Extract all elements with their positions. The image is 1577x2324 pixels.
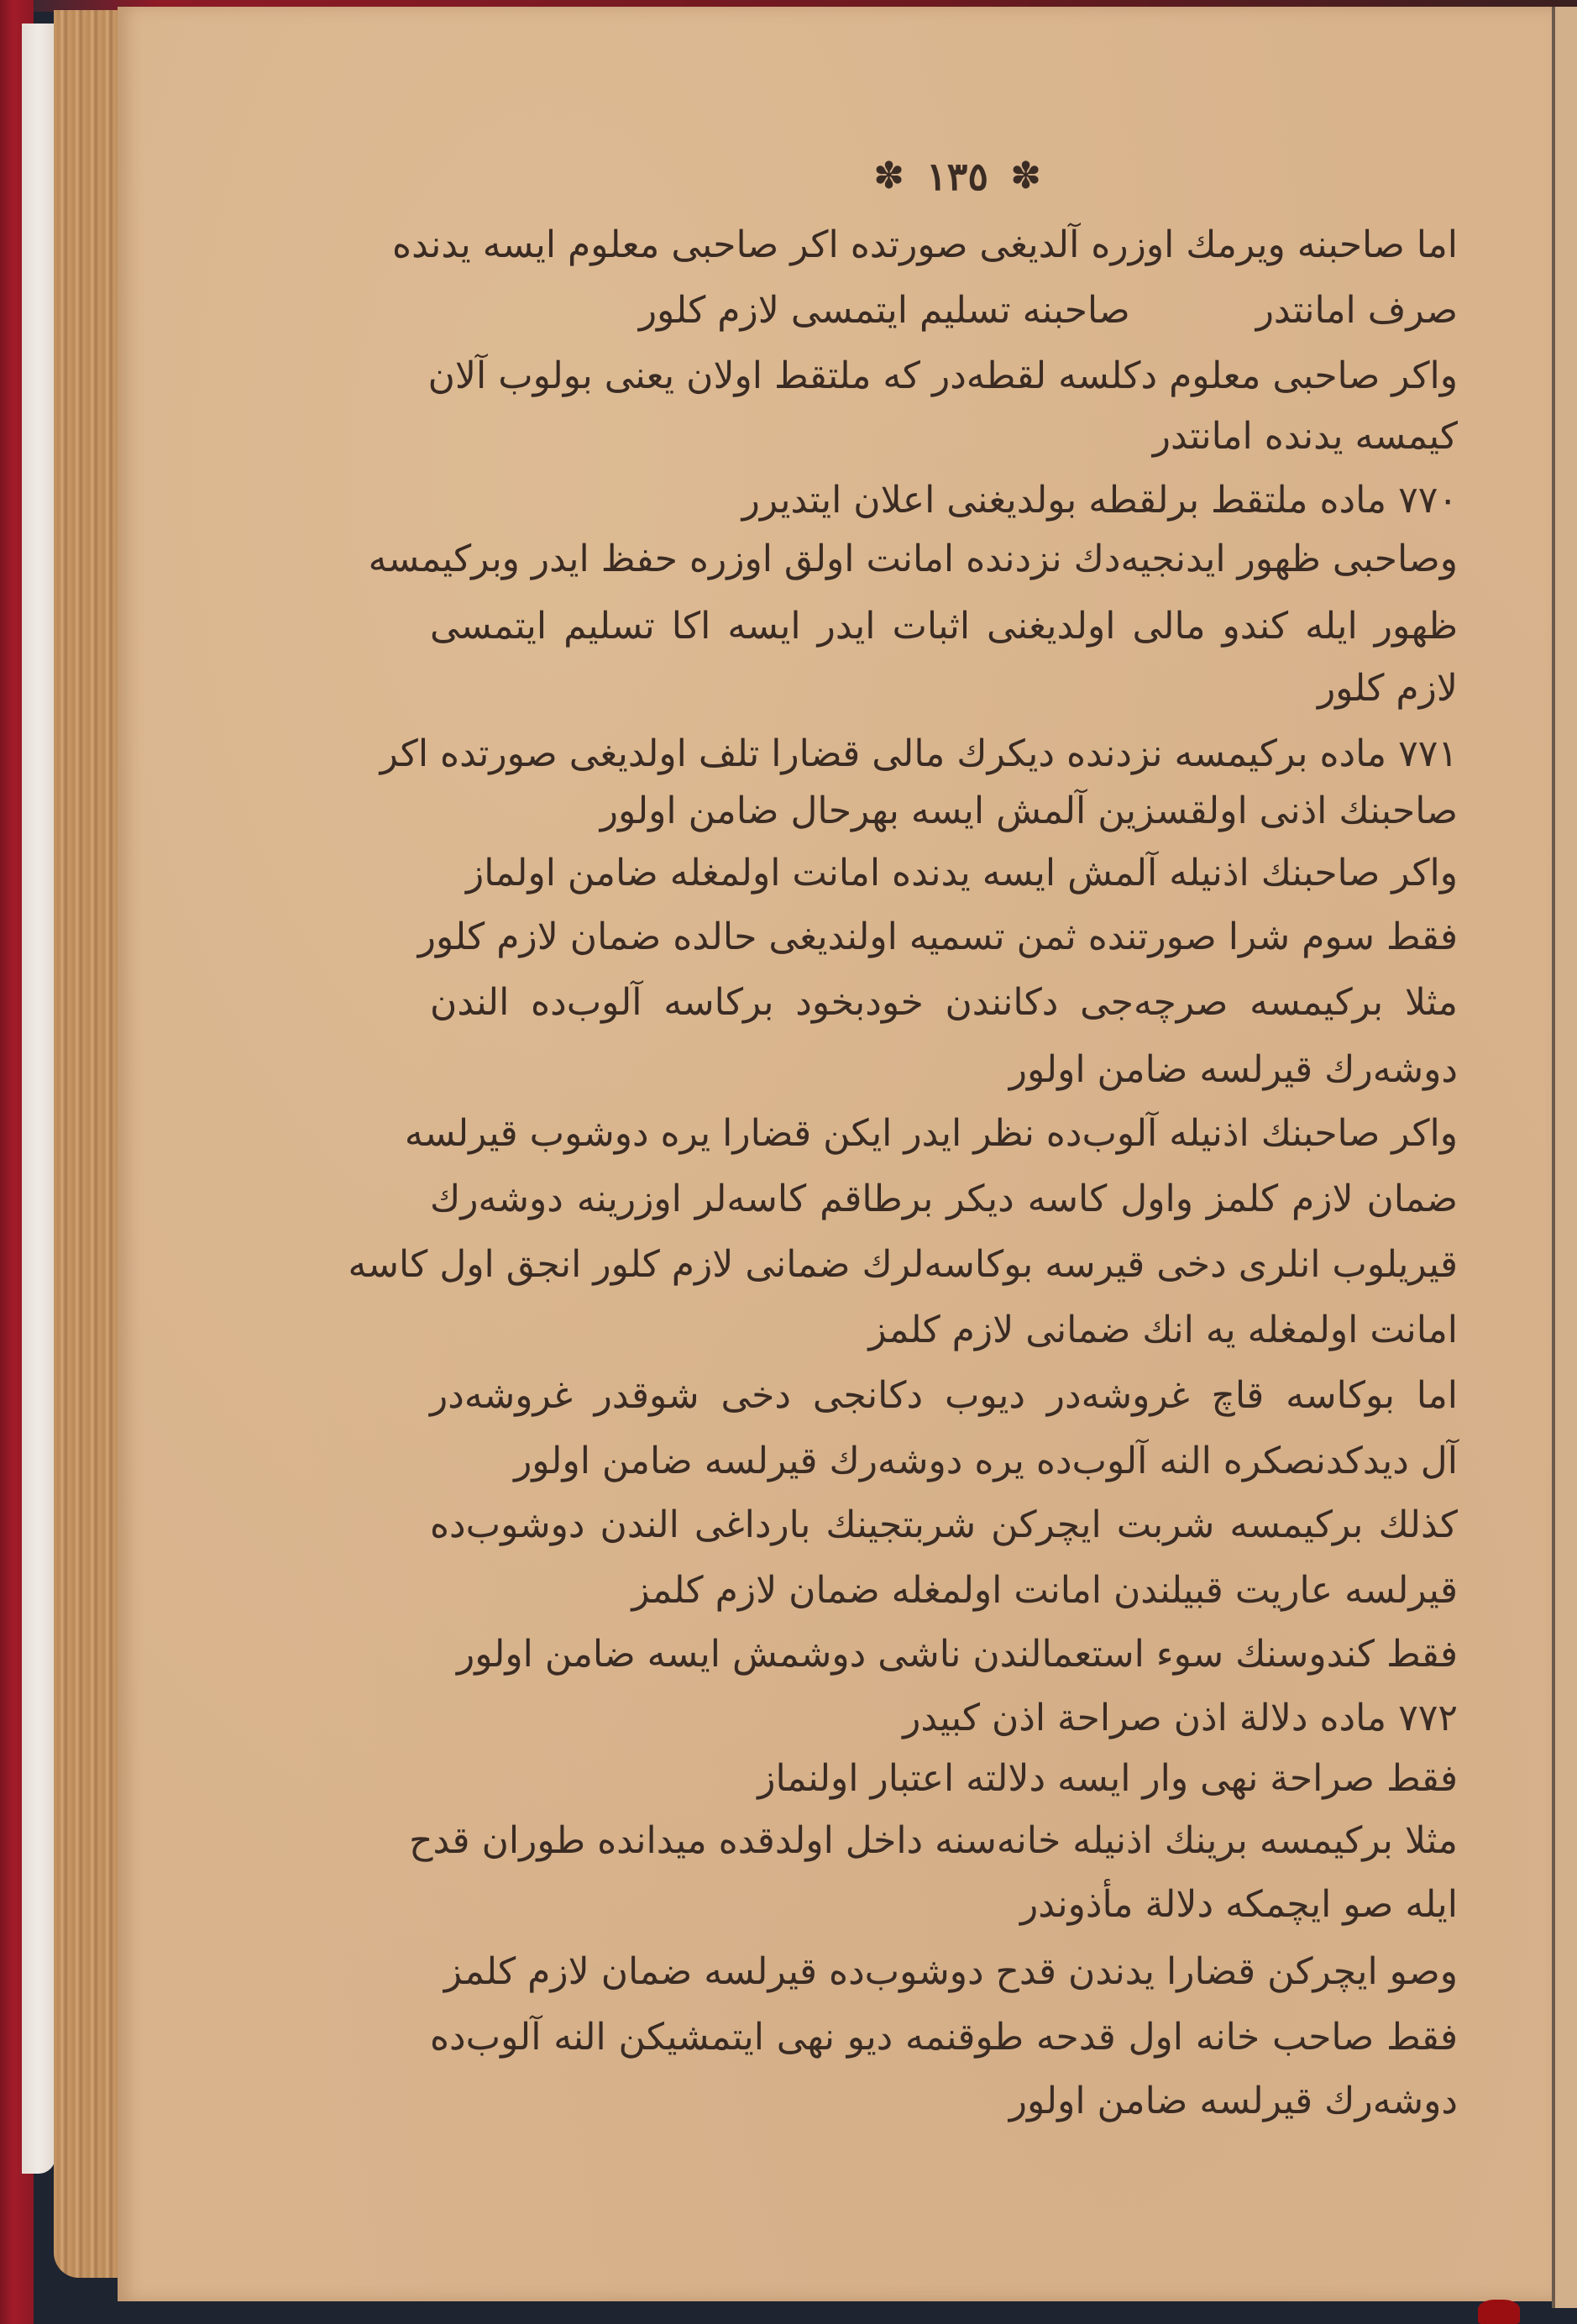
text-line: وصو ایچرکن قضارا یدندن قدح دوشوب‌ده قیرلسه ضمان لازم کلمز (443, 1950, 1458, 1993)
article-770-heading: ٧٧٠ ماده ملتقط برلقطه بولدیغنی اعلان ایتدیرر (741, 479, 1458, 522)
text-line: قیرلسه عاریت قبیلندن امانت اولمغله ضمان لازم کلمز (631, 1569, 1458, 1612)
binding-corner-red (1478, 2300, 1520, 2324)
text-line: ضمان لازم کلمز واول کاسه دیکر برطاقم کاسه‌لر اوزرینه دوشه‌رك (430, 1178, 1458, 1220)
text-line: دوشه‌رك قیرلسه ضامن اولور (1009, 1048, 1458, 1091)
ornament-flower-icon: ✽ (1010, 155, 1041, 197)
text-line: مثلا برکیمسه صرچه‌جی دکانندن خودبخود برکاسه آلوب‌ده الندن (430, 981, 1458, 1024)
text-line: فقط کندوسنك سوء استعمالندن ناشی دوشمش ایسه ضامن اولور (457, 1633, 1458, 1676)
page-number: ١٣٥ (925, 154, 989, 199)
text-line: فقط صراحة نهی وار ایسه دلالته اعتبار اولنماز (757, 1757, 1458, 1800)
text-line: صاحبنك اذنی اولقسزین آلمش ایسه بهرحال ضامن اولور (600, 790, 1458, 832)
text-line: آل دیدکدنصکره النه آلوب‌ده یره دوشه‌رك قیرلسه ضامن اولور (514, 1440, 1458, 1482)
article-772-heading: ٧٧٢ ماده دلالة اذن صراحة اذن کبیدر (903, 1697, 1458, 1739)
text-line: ظهور ایله کندو مالی اولدیغنی اثبات ایدر ایسه اکا تسلیم ایتمسی (430, 605, 1458, 648)
text-fragment: صاحبنه تسلیم ایتمسی لازم کلور (638, 289, 1130, 332)
text-line: امانت اولمغله یه انك ضمانی لازم کلمز (868, 1309, 1458, 1351)
text-line: فقط صاحب خانه اول قدحه طوقنمه دیو نهی ایتمشیکن النه آلوب‌ده (430, 2016, 1458, 2059)
text-line: وصاحبی ظهور ایدنجیه‌دك نزدنده امانت اولق اوزره حفظ ایدر وبرکیمسه (368, 538, 1458, 580)
text-line: لازم کلور (1317, 667, 1458, 710)
text-line: واکر صاحبی معلوم دکلسه لقطه‌در که ملتقط اولان یعنی بولوب آلان (427, 354, 1458, 397)
text-line: اما بوکاسه قاچ غروشه‌در دیوب دکانجی دخی شوقدر غروشه‌در (430, 1374, 1458, 1417)
text-line: کیمسه یدنده امانتدر (1152, 415, 1458, 458)
text-line: دوشه‌رك قیرلسه ضامن اولور (1009, 2080, 1458, 2122)
page-header (840, 150, 1075, 203)
text-line: واکر صاحبنك اذنیله آلمش ایسه یدنده امانت اولمغله ضامن اولماز (465, 852, 1458, 894)
ornament-flower-icon: ✽ (873, 155, 904, 197)
text-line: ایله صو ایچمکه دلالة مأذوندر (1020, 1883, 1458, 1926)
adjacent-page-strip (1555, 7, 1577, 2308)
text-line: کذلك برکیمسه شربت ایچرکن شربتجینك بارداغی الندن دوشوب‌ده (430, 1503, 1458, 1546)
text-line: مثلا برکیمسه برینك اذنیله خانه‌سنه داخل اولدقده میدانده طوران قدح (409, 1819, 1458, 1862)
text-line: فقط سوم شرا صورتنده ثمن تسمیه اولندیغی حالده ضمان لازم کلور (417, 915, 1458, 958)
text-line: واکر صاحبنك اذنیله آلوب‌ده نظر ایدر ایکن قضارا یره دوشوب قیرلسه (404, 1112, 1458, 1155)
flyleaf-edge (22, 24, 55, 2174)
text-line: قیریلوب انلری دخی قیرسه بوکاسه‌لرك ضمانی لازم کلور انجق اول کاسه (348, 1243, 1458, 1286)
text-fragment: صرف امانتدر (1255, 289, 1458, 332)
article-771-heading: ٧٧١ ماده برکیمسه نزدنده دیکرك مالی قضارا تلف اولدیغی صورتده اکر (380, 732, 1458, 775)
text-line: اما صاحبنه ویرمك اوزره آلدیغی صورتده اکر صاحبی معلوم ایسه یدنده (392, 223, 1458, 266)
page-edges-stack (54, 10, 121, 2278)
text-line (639, 286, 1458, 336)
